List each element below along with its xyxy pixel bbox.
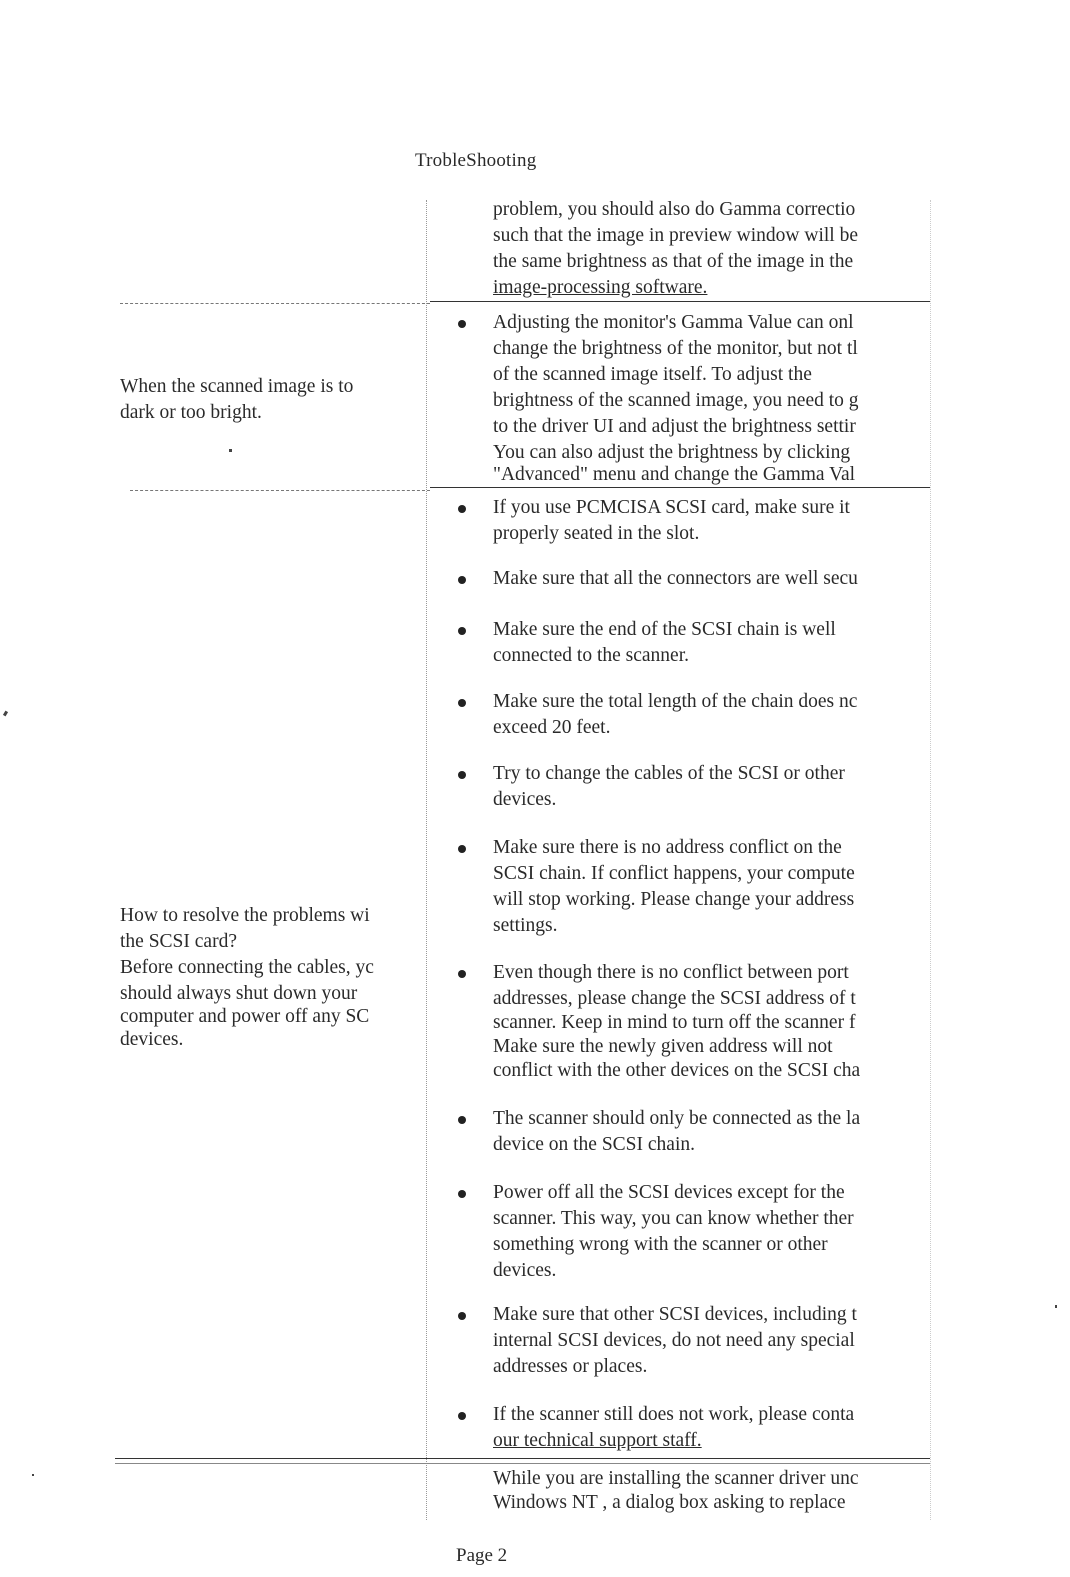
scsi-bullet-line: Make sure that other SCSI devices, including t: [493, 1304, 857, 1325]
intro-line: image-processing software.: [493, 277, 708, 298]
bullet-icon: [458, 1412, 466, 1420]
bullet-icon: [458, 320, 466, 328]
answer-brightness-line: You can also adjust the brightness by clicking: [493, 442, 851, 463]
scsi-bullet-line: addresses or places.: [493, 1356, 648, 1377]
scsi-bullet-line: exceed 20 feet.: [493, 717, 611, 738]
scsi-bullet-line: addresses, please change the SCSI address of t: [493, 988, 856, 1009]
scsi-bullet-line: will stop working. Please change your address: [493, 889, 855, 910]
scsi-bullet-line: Make sure there is no address conflict on the: [493, 837, 842, 858]
scsi-bullet-line: conflict with the other devices on the SCSI cha: [493, 1060, 861, 1081]
question-scsi: should always shut down your: [120, 983, 358, 1004]
answer-nt-line: While you are installing the scanner driver unc: [493, 1468, 859, 1489]
column-divider: [426, 200, 427, 1520]
answer-brightness-line: "Advanced" menu and change the Gamma Val: [493, 464, 856, 485]
question-scsi: How to resolve the problems wi: [120, 905, 370, 926]
row-separator: [430, 301, 930, 302]
scsi-bullet-line: Power off all the SCSI devices except for the: [493, 1182, 845, 1203]
scsi-bullet-line: SCSI chain. If conflict happens, your compute: [493, 863, 855, 884]
bullet-icon: [458, 627, 466, 635]
page-number: Page 2: [456, 1545, 508, 1566]
row-separator: [115, 1463, 930, 1464]
answer-brightness-line: Adjusting the monitor's Gamma Value can onl: [493, 312, 854, 333]
answer-brightness-line: to the driver UI and adjust the brightness settir: [493, 416, 856, 437]
intro-line: the same brightness as that of the image in the: [493, 251, 854, 272]
scan-speck: [32, 1474, 34, 1476]
scan-speck: [3, 711, 8, 717]
question-scsi: computer and power off any SC: [120, 1006, 370, 1027]
scsi-bullet-line: connected to the scanner.: [493, 645, 689, 666]
question-brightness: When the scanned image is to: [120, 376, 354, 397]
scsi-bullet-line: Even though there is no conflict between port: [493, 962, 849, 983]
page-title: TrobleShooting: [415, 150, 537, 171]
question-brightness: dark or too bright.: [120, 402, 262, 423]
intro-line: such that the image in preview window will be: [493, 225, 858, 246]
scsi-bullet-line: devices.: [493, 789, 557, 810]
scsi-bullet-line: scanner. Keep in mind to turn off the scanner f: [493, 1012, 856, 1033]
answer-brightness-line: change the brightness of the monitor, but not tl: [493, 338, 858, 359]
scsi-bullet-line: Make sure that all the connectors are well secu: [493, 568, 858, 589]
bullet-icon: [458, 505, 466, 513]
bullet-icon: [458, 970, 466, 978]
scsi-bullet-line: our technical support staff.: [493, 1430, 702, 1451]
scsi-bullet-line: If you use PCMCISA SCSI card, make sure it: [493, 497, 850, 518]
answer-nt-line: Windows NT , a dialog box asking to replace: [493, 1492, 846, 1513]
bullet-icon: [458, 845, 466, 853]
scsi-bullet-line: If the scanner still does not work, please conta: [493, 1404, 855, 1425]
row-separator: [115, 1458, 930, 1459]
scsi-bullet-line: scanner. This way, you can know whether ther: [493, 1208, 854, 1229]
row-separator: [130, 490, 430, 491]
bullet-icon: [458, 1190, 466, 1198]
bullet-icon: [458, 1312, 466, 1320]
question-scsi: Before connecting the cables, yc: [120, 957, 374, 978]
row-separator: [430, 487, 930, 488]
scsi-bullet-line: Make sure the end of the SCSI chain is well: [493, 619, 836, 640]
scsi-bullet-line: Make sure the newly given address will not: [493, 1036, 833, 1057]
row-separator: [120, 303, 430, 304]
scsi-bullet-line: internal SCSI devices, do not need any special: [493, 1330, 855, 1351]
scsi-bullet-line: Make sure the total length of the chain does nc: [493, 691, 858, 712]
bullet-icon: [458, 1116, 466, 1124]
scsi-bullet-line: properly seated in the slot.: [493, 523, 700, 544]
scsi-bullet-line: settings.: [493, 915, 558, 936]
scsi-bullet-line: Try to change the cables of the SCSI or other: [493, 763, 845, 784]
answer-brightness-line: brightness of the scanned image, you need to g: [493, 390, 859, 411]
scsi-bullet-line: The scanner should only be connected as the la: [493, 1108, 861, 1129]
answer-brightness-line: of the scanned image itself. To adjust the: [493, 364, 812, 385]
intro-line: problem, you should also do Gamma correctio: [493, 199, 856, 220]
bullet-icon: [458, 699, 466, 707]
speck: [229, 449, 232, 452]
scsi-bullet-line: device on the SCSI chain.: [493, 1134, 695, 1155]
bullet-icon: [458, 576, 466, 584]
question-scsi: the SCSI card?: [120, 931, 237, 952]
scsi-bullet-line: something wrong with the scanner or other: [493, 1234, 828, 1255]
scsi-bullet-line: devices.: [493, 1260, 557, 1281]
bullet-icon: [458, 771, 466, 779]
question-scsi: devices.: [120, 1029, 184, 1050]
scan-speck: [1055, 1305, 1057, 1308]
